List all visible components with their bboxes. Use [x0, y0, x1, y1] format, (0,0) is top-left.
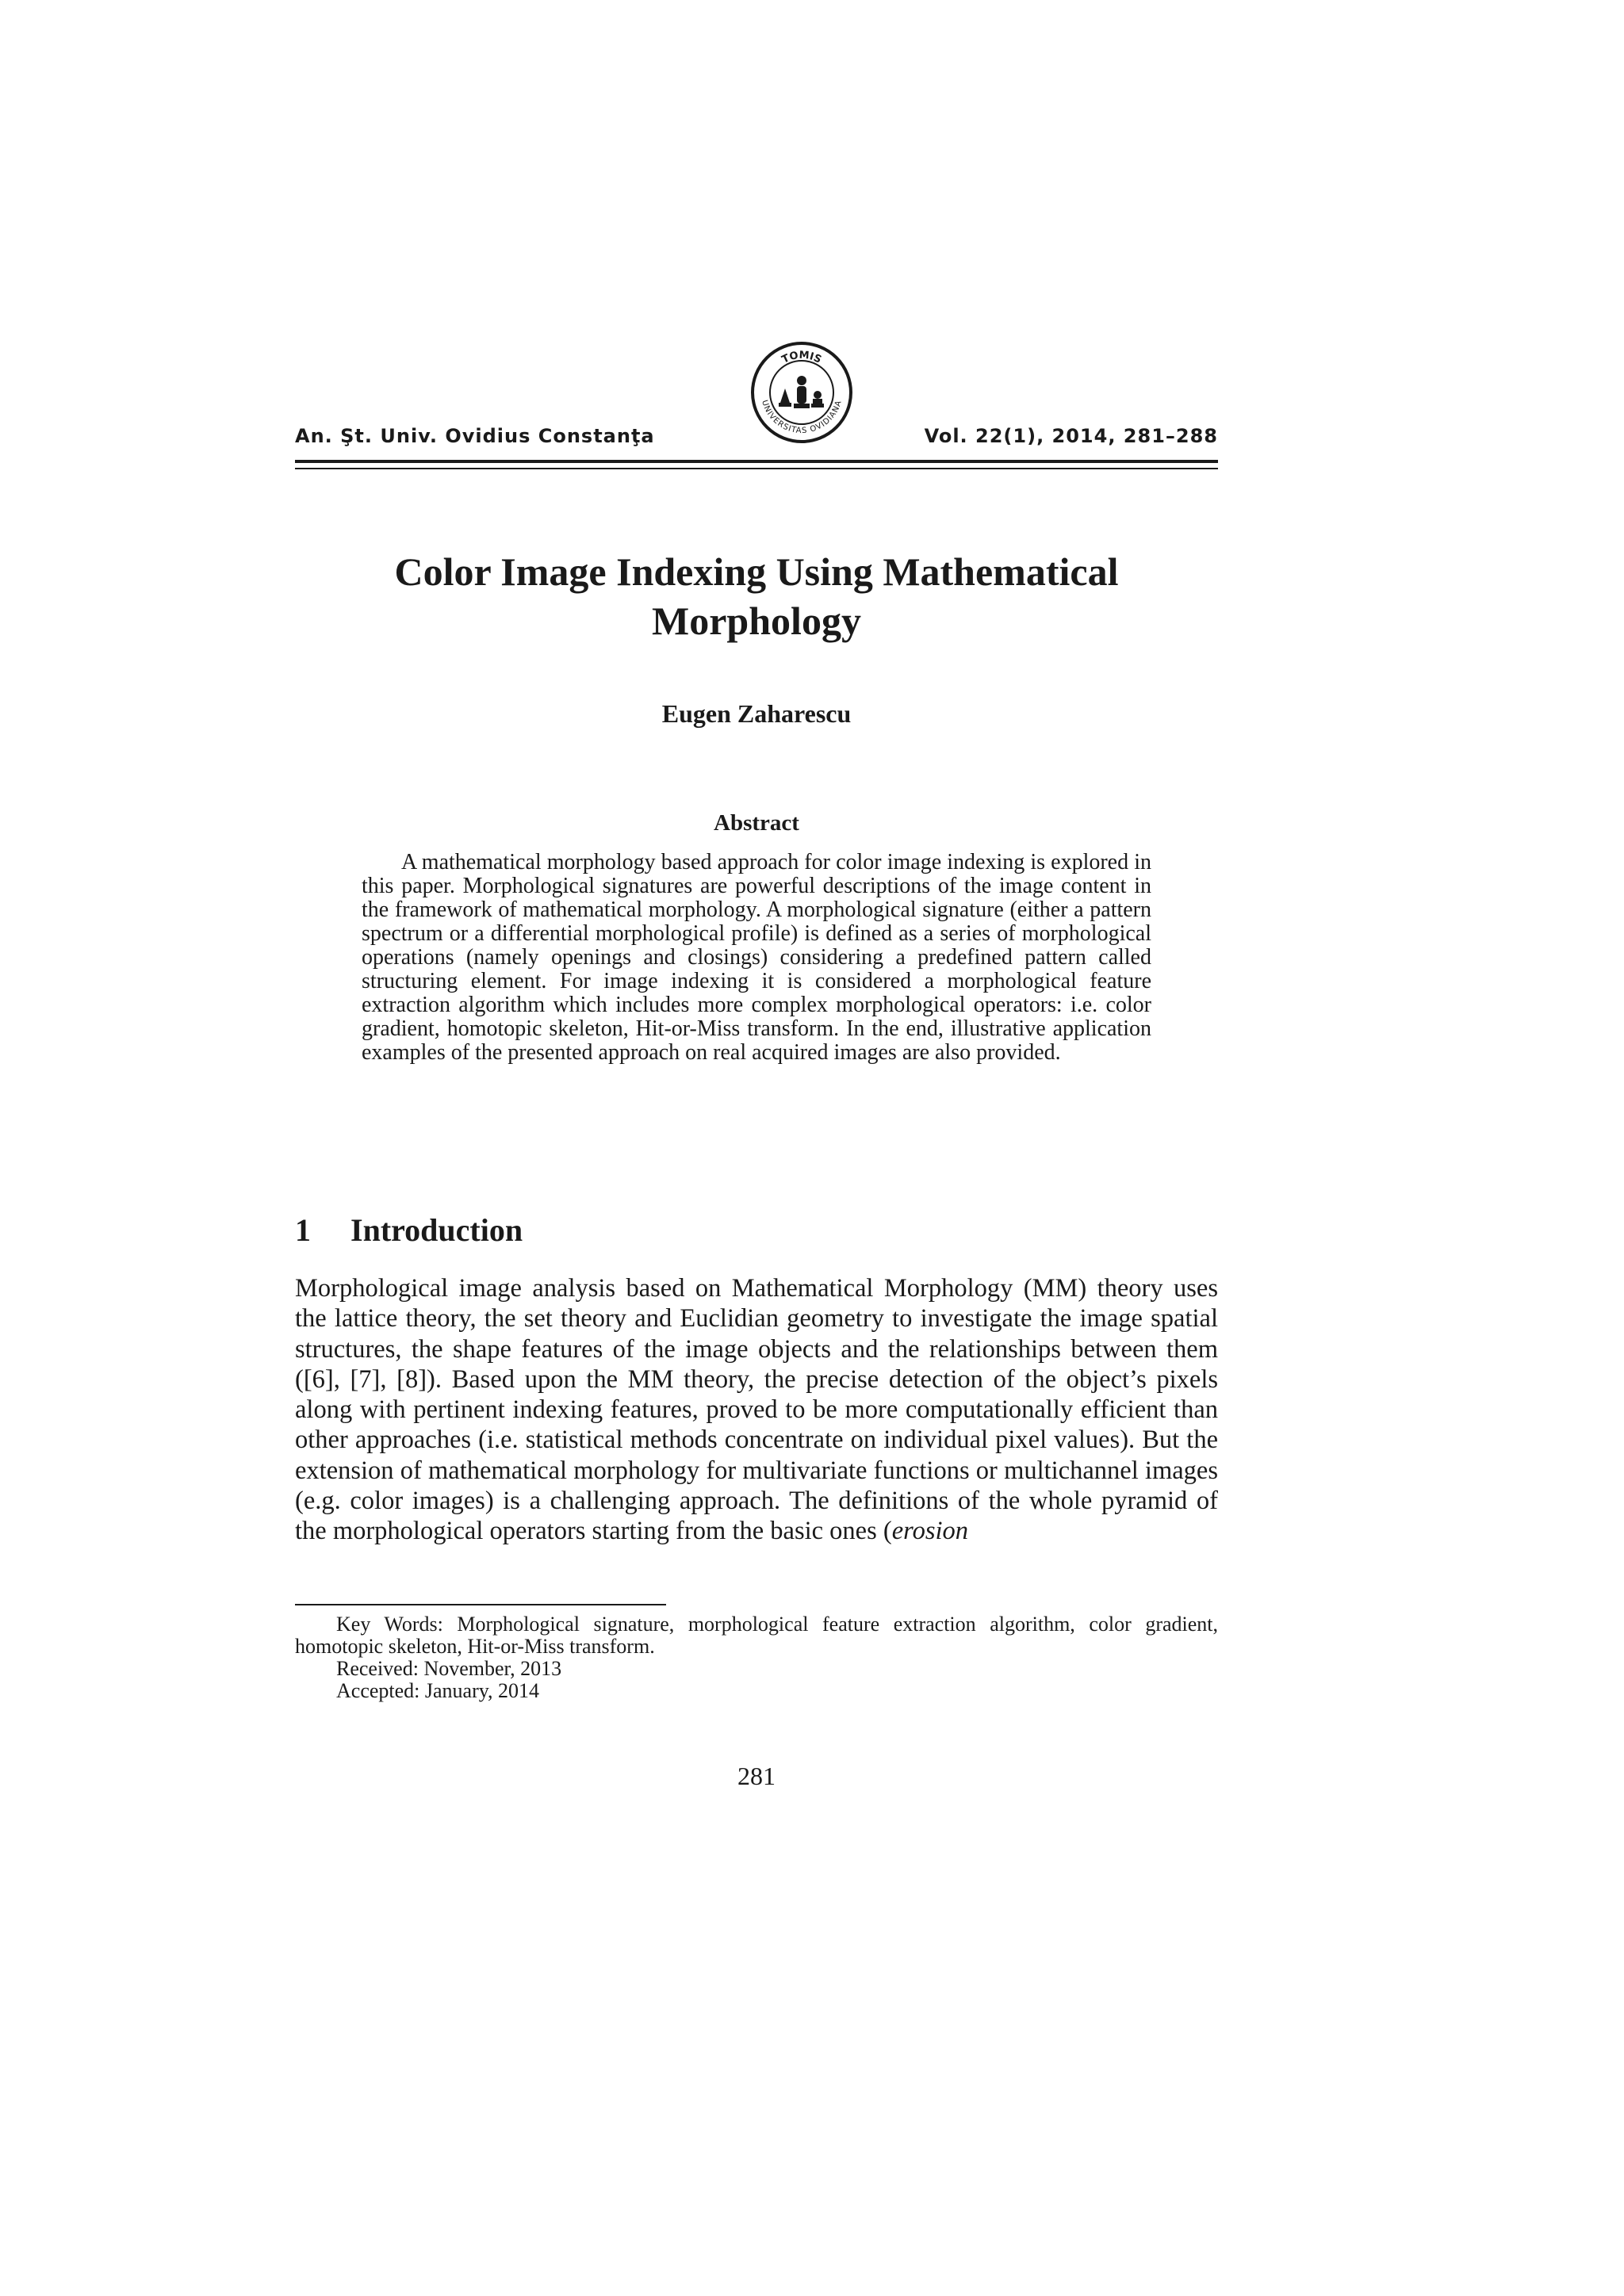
footnote-accepted: Accepted: January, 2014 — [336, 1679, 540, 1702]
seal-figures-icon — [779, 376, 824, 408]
svg-text:TOMIS — [780, 350, 823, 366]
section-number: 1 — [295, 1212, 311, 1248]
journal-name: An. Şt. Univ. Ovidius Constanţa — [295, 425, 655, 447]
paper-title — [295, 547, 1218, 645]
footnote — [295, 1613, 1218, 1702]
section-heading — [295, 1211, 523, 1249]
footnote-rule — [295, 1604, 666, 1605]
header-rule-thin — [295, 468, 1218, 469]
introduction-text — [295, 1273, 1218, 1547]
footnote-keywords: Key Words: Morphological signature, morphological feature extraction algorithm, color gradient, homotopic skeleton, Hit-or-Miss transform. — [295, 1613, 1218, 1658]
abstract-heading: Abstract — [714, 810, 799, 836]
title-line-2: Morphology — [652, 599, 861, 643]
footnote-received: Received: November, 2013 — [336, 1657, 562, 1680]
university-seal-icon — [750, 341, 853, 444]
volume-info: Vol. 22(1), 2014, 281–288 — [924, 425, 1218, 447]
emphasis-term: erosion — [891, 1517, 969, 1546]
seal-top-text: TOMIS — [779, 349, 824, 366]
title-line-1: Color Image Indexing Using Mathematical — [394, 549, 1119, 594]
introduction-paragraph: Morphological image analysis based on Mathematical Morphology (MM) theory uses the lattice theory, the set theory and Euclidian geometry to investigate the image spatial structures, the shape features of the image objects and the relationships between them ([6], [7], [8]). Based upon the MM theory, the precise detection of the object’s pixels along with pertinent indexing features, proved to be more computationally efficient than other approaches (i.e. statistical methods concentrate on individual pixel values). But the extension of mathematical morphology for multivariate functions or multichannel images (e.g. color images) is a challenging approach. The definitions of the whole pyramid of the morphological operators starting from the basic ones ( — [295, 1274, 1218, 1546]
header-rule-thick — [295, 460, 1218, 463]
page-number: 281 — [737, 1762, 776, 1790]
author-name: Eugen Zaharescu — [661, 699, 852, 728]
section-title: Introduction — [350, 1212, 523, 1248]
abstract-text: A mathematical morphology based approach for color image indexing is explored in this paper. Morphological signatures are powerful descriptions of the image content in the framework of mathematical morphology. A morphological signature (either a pattern spectrum or a differential morphological profile) is defined as a series of morphological operations (namely openings and closings) considering a predefined pattern called structuring element. For image indexing it is considered a morphological feature extraction algorithm which includes more complex morphological operators: i.e. color gradient, homotopic skeleton, Hit-or-Miss transform. In the end, illustrative application examples of the presented approach on real acquired images are also provided. — [362, 850, 1151, 1065]
seal-ring-text: UNIVERSITAS OVIDIANA — [760, 399, 844, 436]
